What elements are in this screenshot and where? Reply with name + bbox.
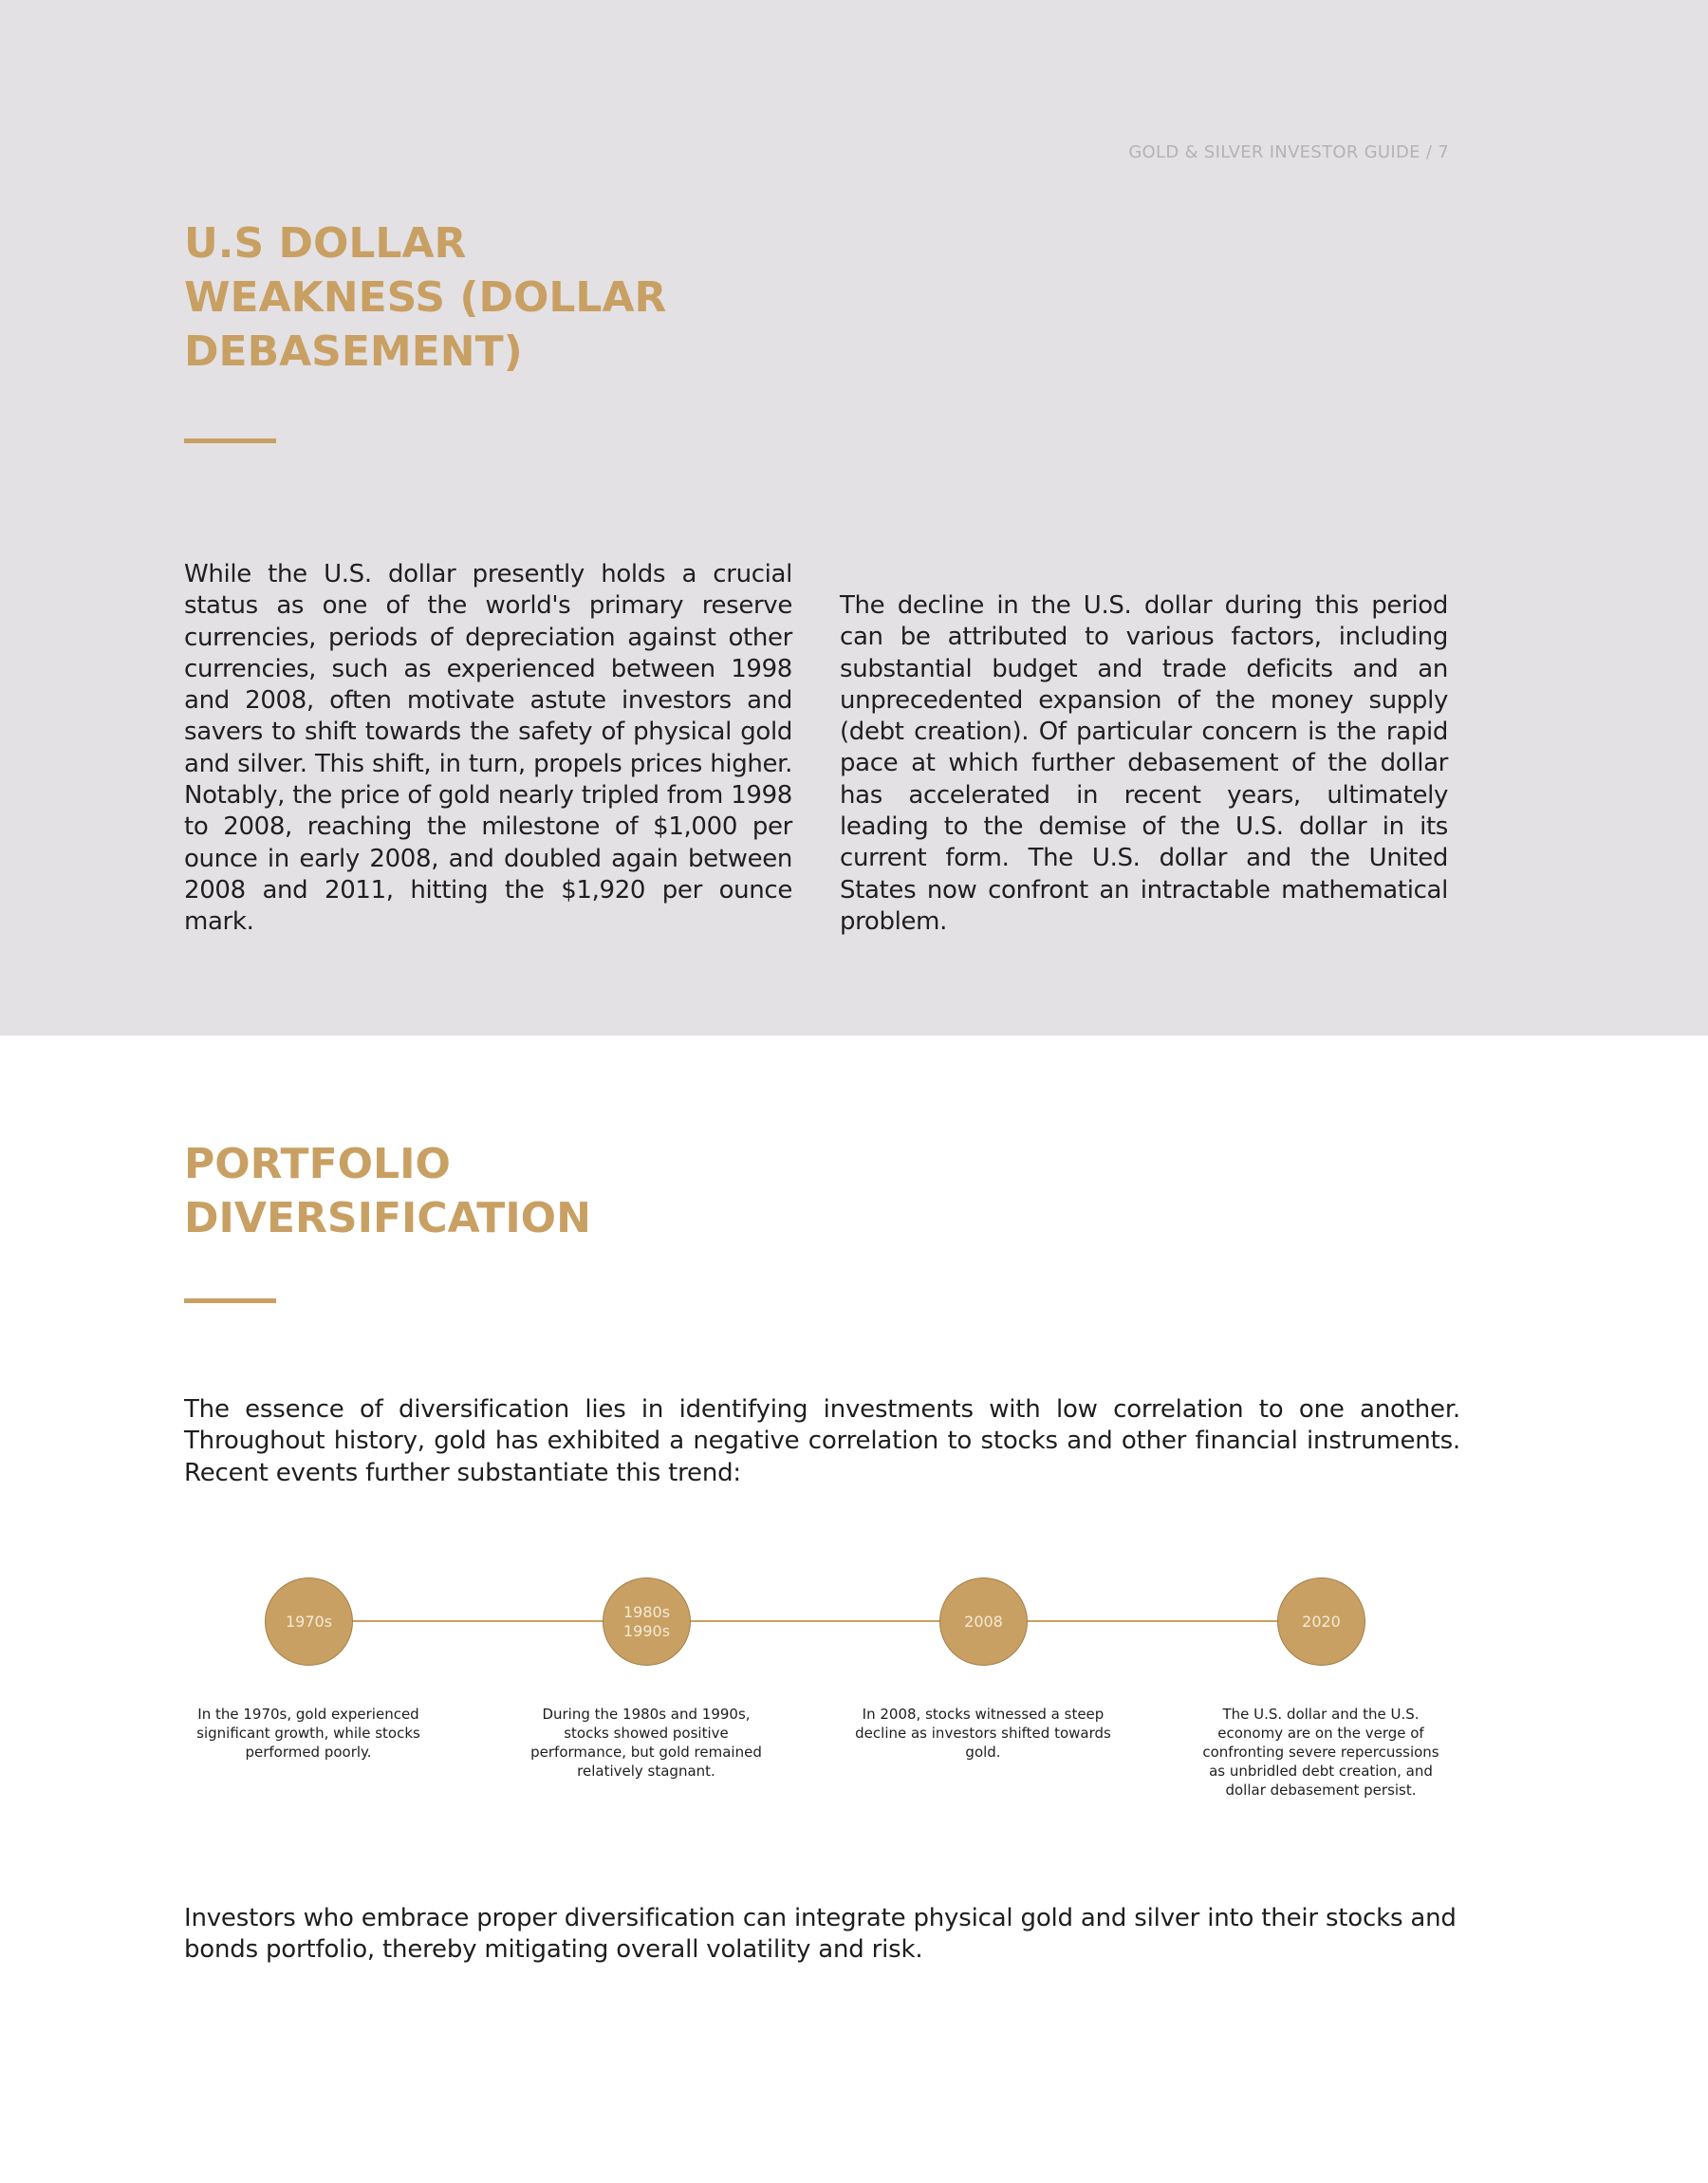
left-column-paragraph: While the U.S. dollar presently holds a crucial status as one of the world's primary reserve currencies, periods of depreciation against other currencies, such as experienced between 1998 and 2008, often motivate astute investors and savers to shift towards the safety of physical gold and silver. This shift, in turn, propels prices higher. Notably, the price of gold nearly tripled from 1998 to 2008, reaching the milestone of $1,000 per ounce in early 2008, and doubled again between 2008 and 2011, hitting the $1,920 per ounce mark. [184, 560, 792, 937]
timeline-node-label: 1980s [622, 1602, 671, 1621]
timeline-node-1980s-1990s [603, 1577, 691, 1666]
timeline-node-label: 2020 [1302, 1612, 1341, 1631]
timeline-node-label: 2008 [964, 1612, 1003, 1631]
timeline-connector [308, 1620, 1321, 1622]
title-line: WEAKNESS (DOLLAR [184, 273, 667, 322]
running-header: GOLD & SILVER INVESTOR GUIDE / 7 [1128, 142, 1449, 162]
timeline-caption-1970s: In the 1970s, gold experienced significant growth, while stocks performed poorly. [196, 1706, 420, 1761]
title-line: DIVERSIFICATION [184, 1194, 591, 1242]
dollar-weakness-section [0, 0, 1708, 1036]
diversification-intro: The essence of diversification lies in identifying investments with low correlation to one another. Throughout history, gold has exhibited a negative correlation to stocks and other financial instruments. Recent events further substantiate this trend: [184, 1395, 1460, 1487]
title-line: DEBASEMENT) [184, 327, 523, 376]
timeline-caption-2020: The U.S. dollar and the U.S. economy are on the verge of confronting severe repercussions as unbridled debt creation, and dollar debasement persist. [1202, 1706, 1439, 1799]
title-underline [184, 1298, 276, 1303]
title-line: PORTFOLIO [184, 1140, 451, 1188]
diversification-title [184, 1137, 848, 1245]
timeline-caption-1980s-1990s: During the 1980s and 1990s, stocks showed positive performance, but gold remained relatively stagnant. [530, 1706, 762, 1780]
title-underline [184, 438, 276, 443]
diversification-closing: Investors who embrace proper diversification can integrate physical gold and silver into their stocks and bonds portfolio, thereby mitigating overall volatility and risk. [184, 1904, 1457, 1965]
timeline-node-label: 1970s [285, 1612, 333, 1631]
timeline-node-label: 1990s [622, 1621, 671, 1640]
dollar-weakness-title [184, 216, 848, 379]
right-column-paragraph: The decline in the U.S. dollar during this period can be attributed to various factors, including substantial budget and trade deficits and an unprecedented expansion of the money supply (debt creation). Of particular concern is the rapid pace at which further debasement of the dollar has accelerated in recent years, ultimately leading to the demise of the U.S. dollar in its current form. The U.S. dollar and the United States now confront an intractable mathematical problem. [840, 591, 1448, 936]
timeline-node-2008 [939, 1577, 1028, 1666]
timeline-node-2020 [1277, 1577, 1365, 1666]
timeline-caption-2008: In 2008, stocks witnessed a steep decline as investors shifted towards gold. [855, 1706, 1111, 1761]
title-line: U.S DOLLAR [184, 219, 467, 268]
timeline-node-1970s [265, 1577, 353, 1666]
